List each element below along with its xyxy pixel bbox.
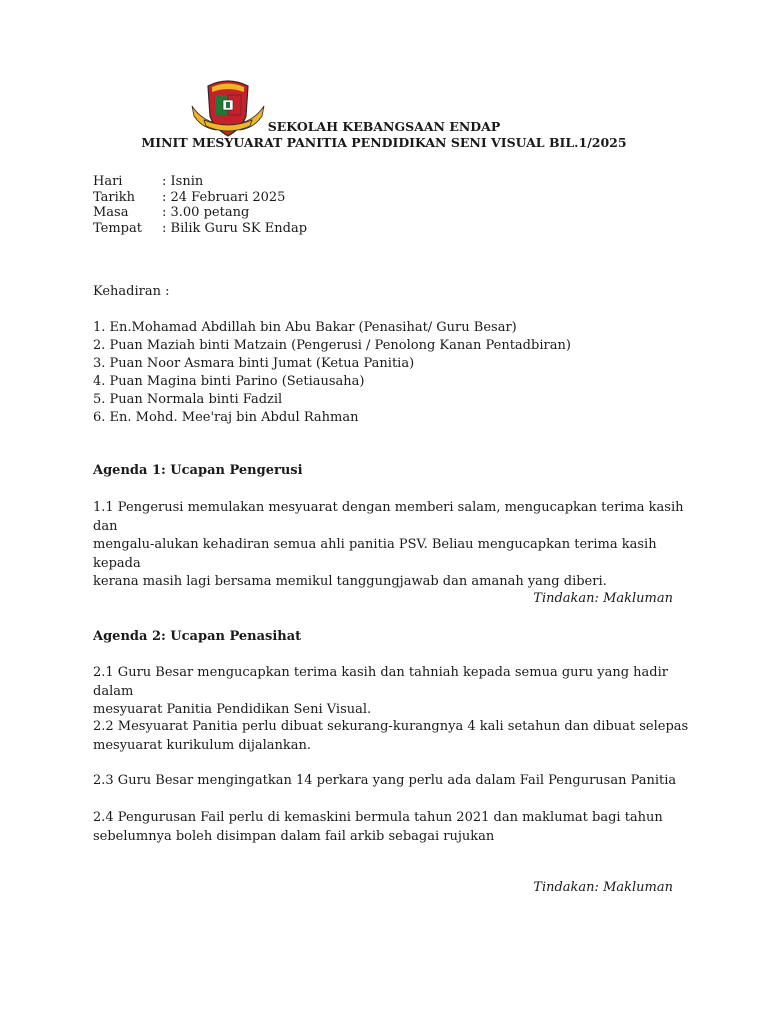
agenda-1-item (93, 499, 693, 592)
paragraph-line: 2.3 Guru Besar mengingatkan 14 perkara yang perlu ada dalam Fail Pengurusan Panitia (93, 773, 677, 788)
info-value: : Bilik Guru SK Endap (162, 220, 308, 236)
info-row-time (93, 205, 307, 221)
list-item: 6. En. Mohd. Mee'raj bin Abdul Rahman (93, 410, 359, 425)
list-item: 4. Puan Magina binti Parino (Setiausaha) (93, 374, 365, 389)
meeting-info (93, 174, 307, 236)
attendance-list (93, 319, 571, 427)
paragraph-line: 2.2 Mesyuarat Panitia perlu dibuat sekurang-kurangnya 4 kali setahun dan dibuat selepas (93, 719, 689, 734)
agenda-1-action: Tindakan: Makluman (533, 591, 673, 606)
document-title: MINIT MESYUARAT PANITIA PENDIDIKAN SENI VISUAL BIL.1/2025 (141, 135, 627, 150)
agenda-2-action: Tindakan: Makluman (533, 880, 673, 895)
info-value: : Isnin (162, 174, 204, 189)
info-row-venue (93, 221, 307, 237)
info-label: Tempat (93, 220, 142, 236)
list-item: 1. En.Mohamad Abdillah bin Abu Bakar (Penasihat/ Guru Besar) (93, 320, 517, 335)
agenda-2-item (93, 772, 693, 791)
agenda-2-item (93, 664, 693, 720)
agenda-2-title: Agenda 2: Ucapan Penasihat (93, 629, 302, 644)
attendance-heading: Kehadiran : (93, 284, 170, 299)
info-label: Hari (93, 174, 123, 189)
paragraph-line: kerana masih lagi bersama memikul tanggungjawab dan amanah yang diberi. (93, 574, 607, 589)
list-item: 2. Puan Maziah binti Matzain (Pengerusi / Penolong Kanan Pentadbiran) (93, 338, 571, 353)
info-label: Masa (93, 205, 129, 221)
agenda-2-item (93, 718, 693, 755)
info-row-date (93, 190, 307, 206)
paragraph-line: sebelumnya boleh disimpan dalam fail arkib sebagai rujukan (93, 828, 495, 844)
school-name: SEKOLAH KEBANGSAAN ENDAP (267, 119, 501, 134)
paragraph-line: mesyuarat Panitia Pendidikan Seni Visual. (93, 702, 372, 717)
info-row-day (93, 174, 307, 190)
list-item: 3. Puan Noor Asmara binti Jumat (Ketua Panitia) (93, 356, 415, 371)
paragraph-line: mengalu-alukan kehadiran semua ahli panitia PSV. Beliau mengucapkan terima kasih kepada (93, 537, 657, 571)
paragraph-line: 2.4 Pengurusan Fail perlu di kemaskini bermula tahun 2021 dan maklumat bagi tahun (93, 810, 663, 825)
agenda-2-item (93, 809, 693, 846)
info-label: Tarikh (93, 189, 136, 205)
paragraph-line: 1.1 Pengerusi memulakan mesyuarat dengan memberi salam, mengucapkan terima kasih dan (93, 500, 684, 534)
info-value: : 3.00 petang (162, 205, 250, 221)
paragraph-line: mesyuarat kurikulum dijalankan. (93, 737, 312, 753)
paragraph-line: 2.1 Guru Besar mengucapkan terima kasih dan tahniah kepada semua guru yang hadir dalam (93, 665, 668, 699)
agenda-1-title: Agenda 1: Ucapan Pengerusi (93, 463, 303, 478)
info-value: : 24 Februari 2025 (162, 189, 286, 205)
list-item: 5. Puan Normala binti Fadzil (93, 392, 283, 407)
